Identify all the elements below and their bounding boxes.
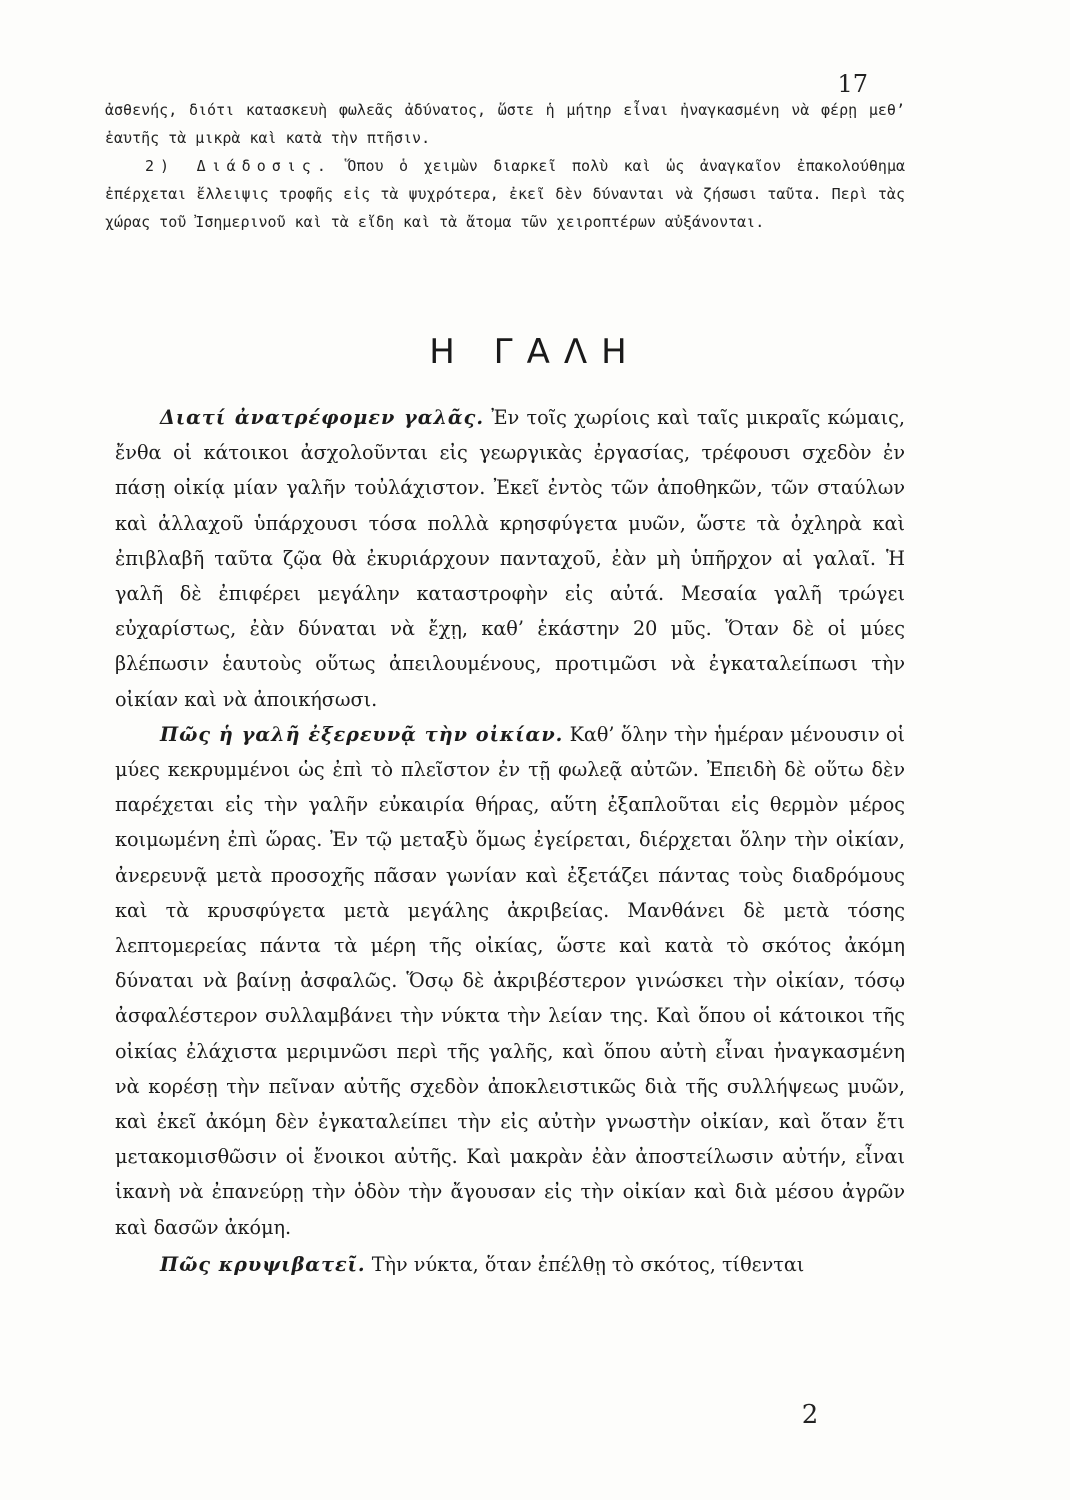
section-text: Καθ’ ὅλην τὴν ἡμέραν μένουσιν οἱ μύες κεκρυμμένοι ὡς ἐπὶ τὸ πλεῖστον ἐν τῇ φωλεᾷ αὐτῶν. Ἐπειδὴ δὲ οὕτω δὲν παρέχεται εἰς τὴν γαλῆν εὐκαιρία θήρας, αὕτη ἐξαπλοῦται εἰς θερμὸν μέρος κοιμωμένη ἐπὶ ὥρας. Ἐν τῷ μεταξὺ ὅμως ἐγείρεται, διέρχεται ὅλην τὴν οἰκίαν, ἀνερευνᾷ μετὰ προσοχῆς πᾶσαν γωνίαν καὶ ἐξετάζει πάντας τοὺς διαδρόμους καὶ τὰ κρυσφύγετα μετὰ μεγάλης ἀκριβείας. Μανθάνει δὲ μετὰ τόσης λεπτομερείας πάντα τὰ μέρη τῆς οἰκίας, ὥστε καὶ κατὰ τὸ σκότος ἀκόμη δύναται νὰ βαίνῃ ἀσφαλῶς. Ὅσῳ δὲ ἀκριβέστερον γινώσκει τὴν οἰκίαν, τόσῳ ἀσφαλέστερον συλλαμβάνει τὴν νύκτα τὴν λείαν της. Καὶ ὅπου οἱ κάτοικοι τῆς οἰκίας ἐλάχιστα μεριμνῶσι περὶ τῆς γαλῆς, καὶ ὅπου αὐτὴ εἶναι ἠναγκασμένη νὰ κορέσῃ τὴν πεῖναν αὐτῆς σχεδὸν ἀποκλειστικῶς διὰ τῆς συλλήψεως μυῶν, καὶ ἐκεῖ ἀκόμη δὲν ἐγκαταλείπει τὴν εἰς αὐτὴν γνωστὴν οἰκίαν, καὶ ὅταν ἔτι μετακομισθῶσιν οἱ ἔνοικοι αὐτῆς. Καὶ μακρὰν ἐὰν ἀποστείλωσιν αὐτήν, εἶναι ἱκανὴ νὰ ἐπανεύρῃ τὴν ὁδὸν τὴν ἄγουσαν εἰς τὴν οἰκίαν καὶ διὰ μέσου ἀγρῶν καὶ δασῶν ἀκόμη.	[115, 722, 905, 1239]
chapter-body	[115, 400, 905, 1282]
preamble-paragraph: ἀσθενής, διότι κατασκευὴ φωλεᾶς ἀδύνατος, ὥστε ἡ μήτηρ εἶναι ἠναγκασμένη νὰ φέρῃ μεθ’ ἑαυτῆς τὰ μικρὰ καὶ κατὰ τὴν πτῆσιν.	[105, 101, 905, 147]
section-heading: Διατί ἀνατρέφομεν γαλᾶς.	[160, 406, 485, 429]
chapter-title: Η ΓΑΛΗ	[429, 332, 641, 372]
printer-signature-mark: 2	[801, 1400, 819, 1430]
distribution-label: 2) Διάδοσις.	[145, 157, 332, 175]
distribution-paragraph	[105, 152, 905, 236]
section-how-explores	[115, 717, 905, 1245]
section-text: Τὴν νύκτα, ὅταν ἐπέλθῃ τὸ σκότος, τίθενται	[371, 1252, 805, 1276]
preamble-text	[105, 96, 905, 236]
section-how-sneaks	[115, 1247, 905, 1282]
page-number: 17	[837, 70, 868, 98]
section-heading: Πῶς ἡ γαλῆ ἐξερευνᾷ τὴν οἰκίαν.	[160, 722, 564, 746]
section-heading: Πῶς κρυψιβατεῖ.	[160, 1252, 366, 1276]
distribution-text: Ὅπου ὁ χειμὼν διαρκεῖ πολὺ καὶ ὡς ἀναγκαῖον ἐπακολούθημα ἐπέρχεται ἔλλειψις τροφῆς εἰς τὰ ψυχρότερα, ἐκεῖ δὲν δύνανται νὰ ζήσωσι ταῦτα. Περὶ τὰς χώρας τοῦ Ἰσημερινοῦ καὶ τὰ εἴδη καὶ τὰ ἄτομα τῶν χειροπτέρων αὐξάνονται.	[105, 157, 906, 231]
section-text: Ἐν τοῖς χωρίοις καὶ ταῖς μικραῖς κώμαις, ἔνθα οἱ κάτοικοι ἀσχολοῦνται εἰς γεωργικὰς ἐργασίας, τρέφουσι σχεδὸν ἐν πάσῃ οἰκίᾳ μίαν γαλῆν τοὐλάχιστον. Ἐκεῖ ἐντὸς τῶν ἀποθηκῶν, τῶν σταύλων καὶ ἀλλαχοῦ ὑπάρχουσι τόσα πολλὰ κρησφύγετα μυῶν, ὥστε τὰ ὀχληρὰ καὶ ἐπιβλαβῆ ταῦτα ζῷα θὰ ἐκυριάρχουν πανταχοῦ, ἐὰν μὴ ὑπῆρχον αἱ γαλαῖ. Ἡ γαλῆ δὲ ἐπιφέρει μεγάλην καταστροφὴν εἰς αὐτά. Μεσαία γαλῆ τρώγει εὐχαρίστως, ἐὰν δύναται νὰ ἔχῃ, καθ’ ἑκάστην 20 μῦς. Ὅταν δὲ οἱ μύες βλέπωσιν ἑαυτοὺς οὕτως ἀπειλουμένους, προτιμῶσι νὰ ἐγκαταλείπωσι τὴν οἰκίαν καὶ νὰ ἀποικήσωσι.	[115, 406, 905, 711]
section-why-raise-cats	[115, 400, 905, 717]
